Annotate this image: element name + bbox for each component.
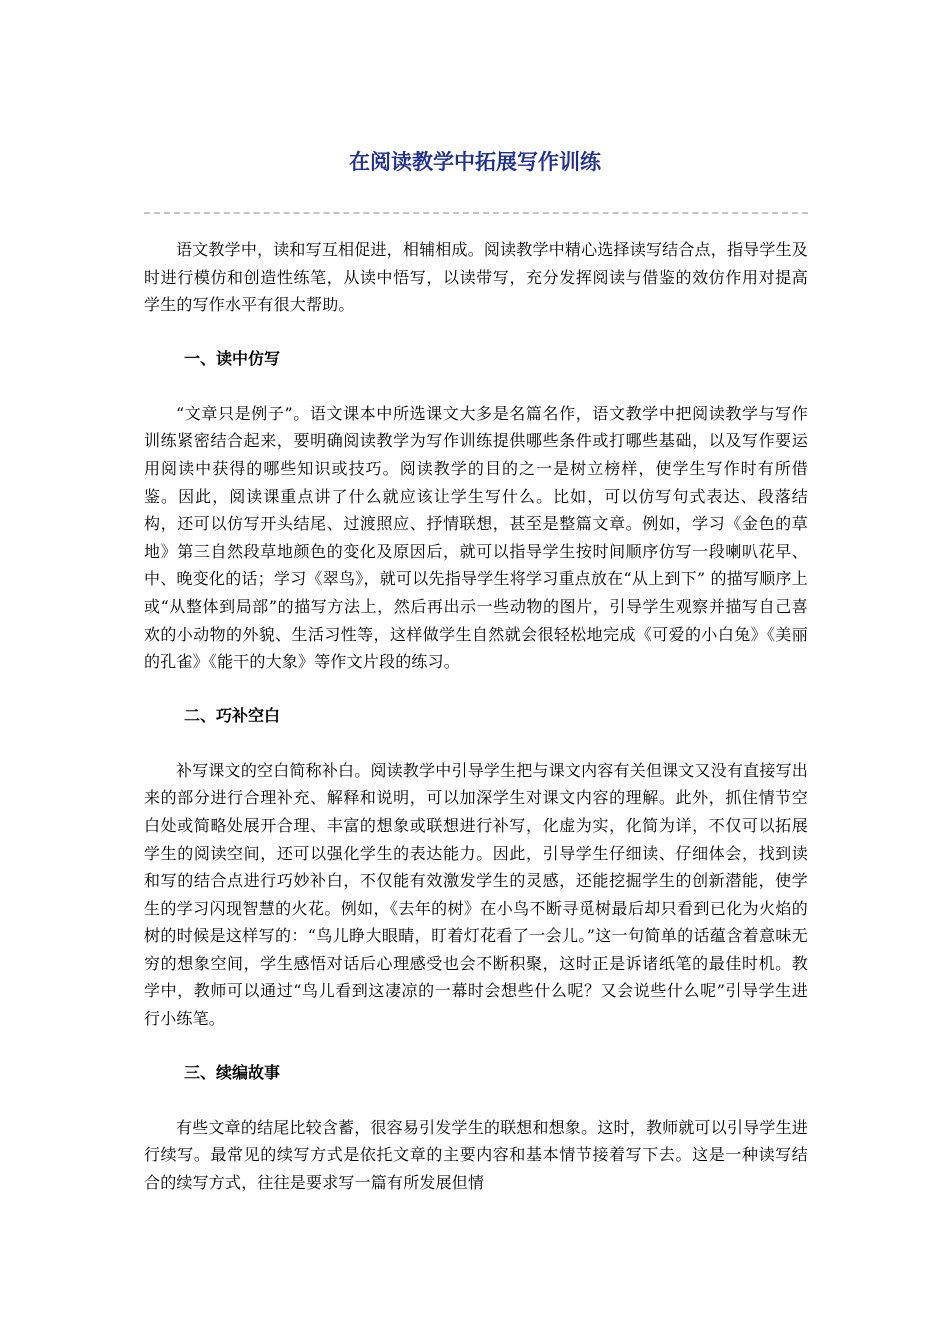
section-paragraph-2: 补写课文的空白简称补白。阅读教学中引导学生把与课文内容有关但课文又没有直接写出来的部分进行合理补充、解释和说明，可以加深学生对课文内容的理解。此外，抓住情节空白处或简略处展开合理、丰富的想象或联想进行补写，化虚为实，化简为详，不仅可以拓展学生的阅读空间，还可以强化学生的表达能力。因此，引导学生仔细读、仔细体会，找到读和写的结合点进行巧妙补白，不仅能有效激发学生的灵感，还能挖掘学生的创新潜能，使学生的学习闪现智慧的火花。例如，《去年的树》在小鸟不断寻觅树最后却只看到已化为火焰的树的时候是这样写的：“鸟儿睁大眼睛，盯着灯花看了一会儿。”这一句简单的话蕴含着意味无穷的想象空间，学生感悟对话后心理感受也会不断积聚，这时正是诉诸纸笔的最佳时机。教学中，教师可以通过“鸟儿看到这凄凉的一幕时会想些什么呢？又会说些什么呢”引导学生进行小练笔。 <box>144 760 808 1029</box>
section-heading-3: 三、续编故事 <box>184 1062 281 1082</box>
section-paragraph-1: “文章只是例子”。语文课本中所选课文大多是名篇名作，语文教学中把阅读教学与写作训练紧密结合起来，要明确阅读教学为写作训练提供哪些条件或打哪些基础，以及写作要运用阅读中获得的哪些知识或技巧。阅读教学的目的之一是树立榜样，使学生写作时有所借鉴。因此，阅读课重点讲了什么就应该让学生写什么。比如，可以仿写句式表达、段落结构，还可以仿写开头结尾、过渡照应、抒情联想，甚至是整篇文章。例如，学习《金色的草地》第三自然段草地颜色的变化及原因后，就可以指导学生按时间顺序仿写一段喇叭花早、中、晚变化的话；学习《翠鸟》，就可以先指导学生将学习重点放在“从上到下” 的描写顺序上或“从整体到局部”的描写方法上，然后再出示一些动物的图片，引导学生观察并描写自己喜欢的小动物的外貌、生活习性等，这样做学生自然就会很轻松地完成《可爱的小白兔》《美丽的孔雀》《能干的大象》等作文片段的练习。 <box>144 403 808 672</box>
section-paragraph-3: 有些文章的结尾比较含蓄，很容易引发学生的联想和想象。这时，教师就可以引导学生进行续写。最常见的续写方式是依托文章的主要内容和基本情节接着写下去。这是一种读写结合的续写方式，往往是要求写一篇有所发展但情 <box>144 1117 808 1192</box>
article-body <box>144 236 808 1196</box>
title-divider <box>144 212 808 214</box>
section-heading-1: 一、读中仿写 <box>184 348 281 368</box>
intro-paragraph: 语文教学中，读和写互相促进，相辅相成。阅读教学中精心选择读写结合点，指导学生及时进行模仿和创造性练笔，从读中悟写，以读带写，充分发挥阅读与借鉴的效仿作用对提高学生的写作水平有很大帮助。 <box>144 240 808 315</box>
page-title: 在阅读教学中拓展写作训练 <box>349 150 601 174</box>
section-heading-2: 二、巧补空白 <box>184 705 281 725</box>
